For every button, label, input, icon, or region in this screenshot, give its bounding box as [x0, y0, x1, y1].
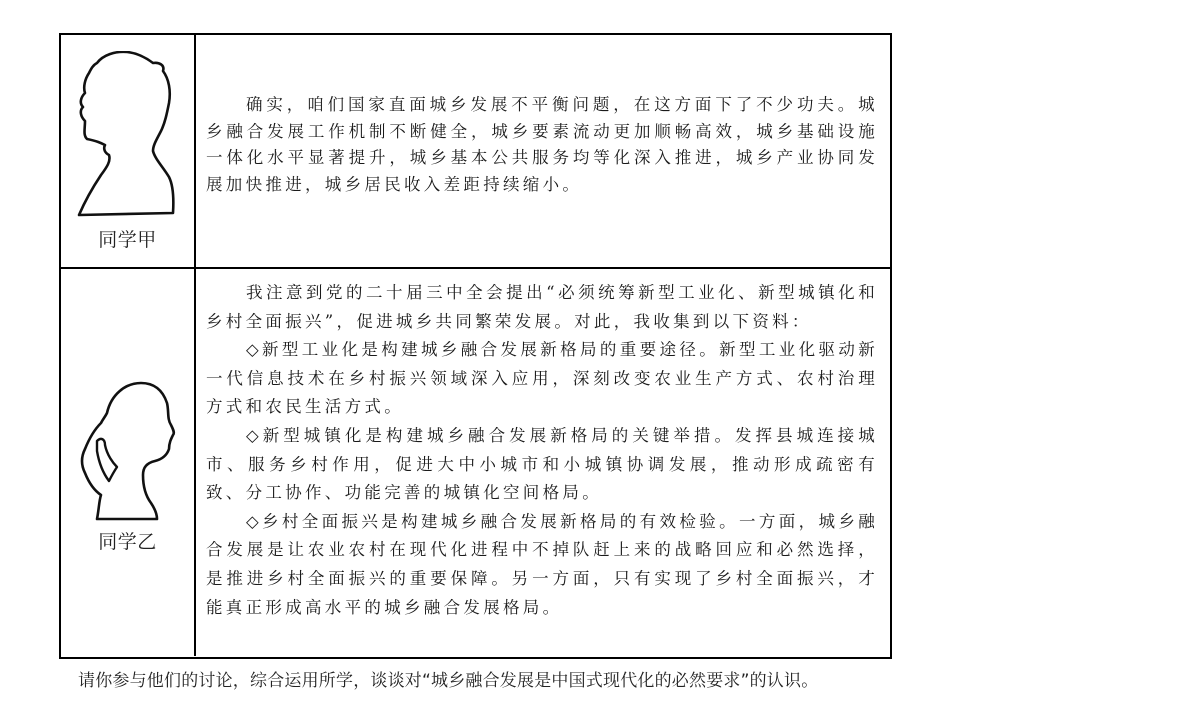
paragraph: 我注意到党的二十届三中全会提出“必须统筹新型工业化、新型城镇化和乡村全面振兴”，促进城乡共同繁荣发展。对此，我收集到以下资料：: [206, 283, 878, 331]
discussion-table: [59, 33, 892, 659]
paragraph: 确实，咱们国家直面城乡发展不平衡问题，在这方面下了不少功夫。城乡融合发展工作机制不断健全，城乡要素流动更加顺畅高效，城乡基础设施一体化水平显著提升，城乡基本公共服务均等化深入推进，城乡产业协同发展加快推进，城乡居民收入差距持续缩小。: [206, 95, 878, 194]
question-prompt: 请你参与他们的讨论，综合运用所学，谈谈对“城乡融合发展是中国式现代化的必然要求”的认识。: [78, 671, 819, 691]
female-silhouette-icon: [77, 377, 177, 525]
bullet-paragraph-urbanization: ◇新型城镇化是构建城乡融合发展新格局的关键举措。发挥县城连接城市、服务乡村作用，促进大中小城市和小城镇协调发展，推动形成疏密有致、分工协作、功能完善的城镇化空间格局。: [206, 425, 878, 503]
male-silhouette-icon: [75, 51, 175, 219]
bullet-paragraph-rural-revitalization: ◇乡村全面振兴是构建城乡融合发展新格局的有效检验。一方面，城乡融合发展是让农业农村在现代化进程中不掉队赶上来的战略回应和必然选择，是推进乡村全面振兴的重要保障。另一方面，只有实现了乡村全面振兴，才能真正形成高水平的城乡融合发展格局。: [206, 511, 878, 617]
avatar-cell-student-a: [61, 35, 196, 267]
row-student-a: [61, 35, 890, 269]
text-cell-student-b: [196, 269, 890, 656]
student-name: 同学乙: [98, 531, 157, 553]
avatar-cell-student-b: [61, 269, 196, 656]
bullet-paragraph-industrialization: ◇新型工业化是构建城乡融合发展新格局的重要途径。新型工业化驱动新一代信息技术在乡村振兴领域深入应用，深刻改变农业生产方式、农村治理方式和农民生活方式。: [206, 340, 878, 417]
text-cell-student-a: [196, 35, 890, 267]
student-name: 同学甲: [98, 229, 157, 251]
row-student-b: [61, 269, 890, 656]
